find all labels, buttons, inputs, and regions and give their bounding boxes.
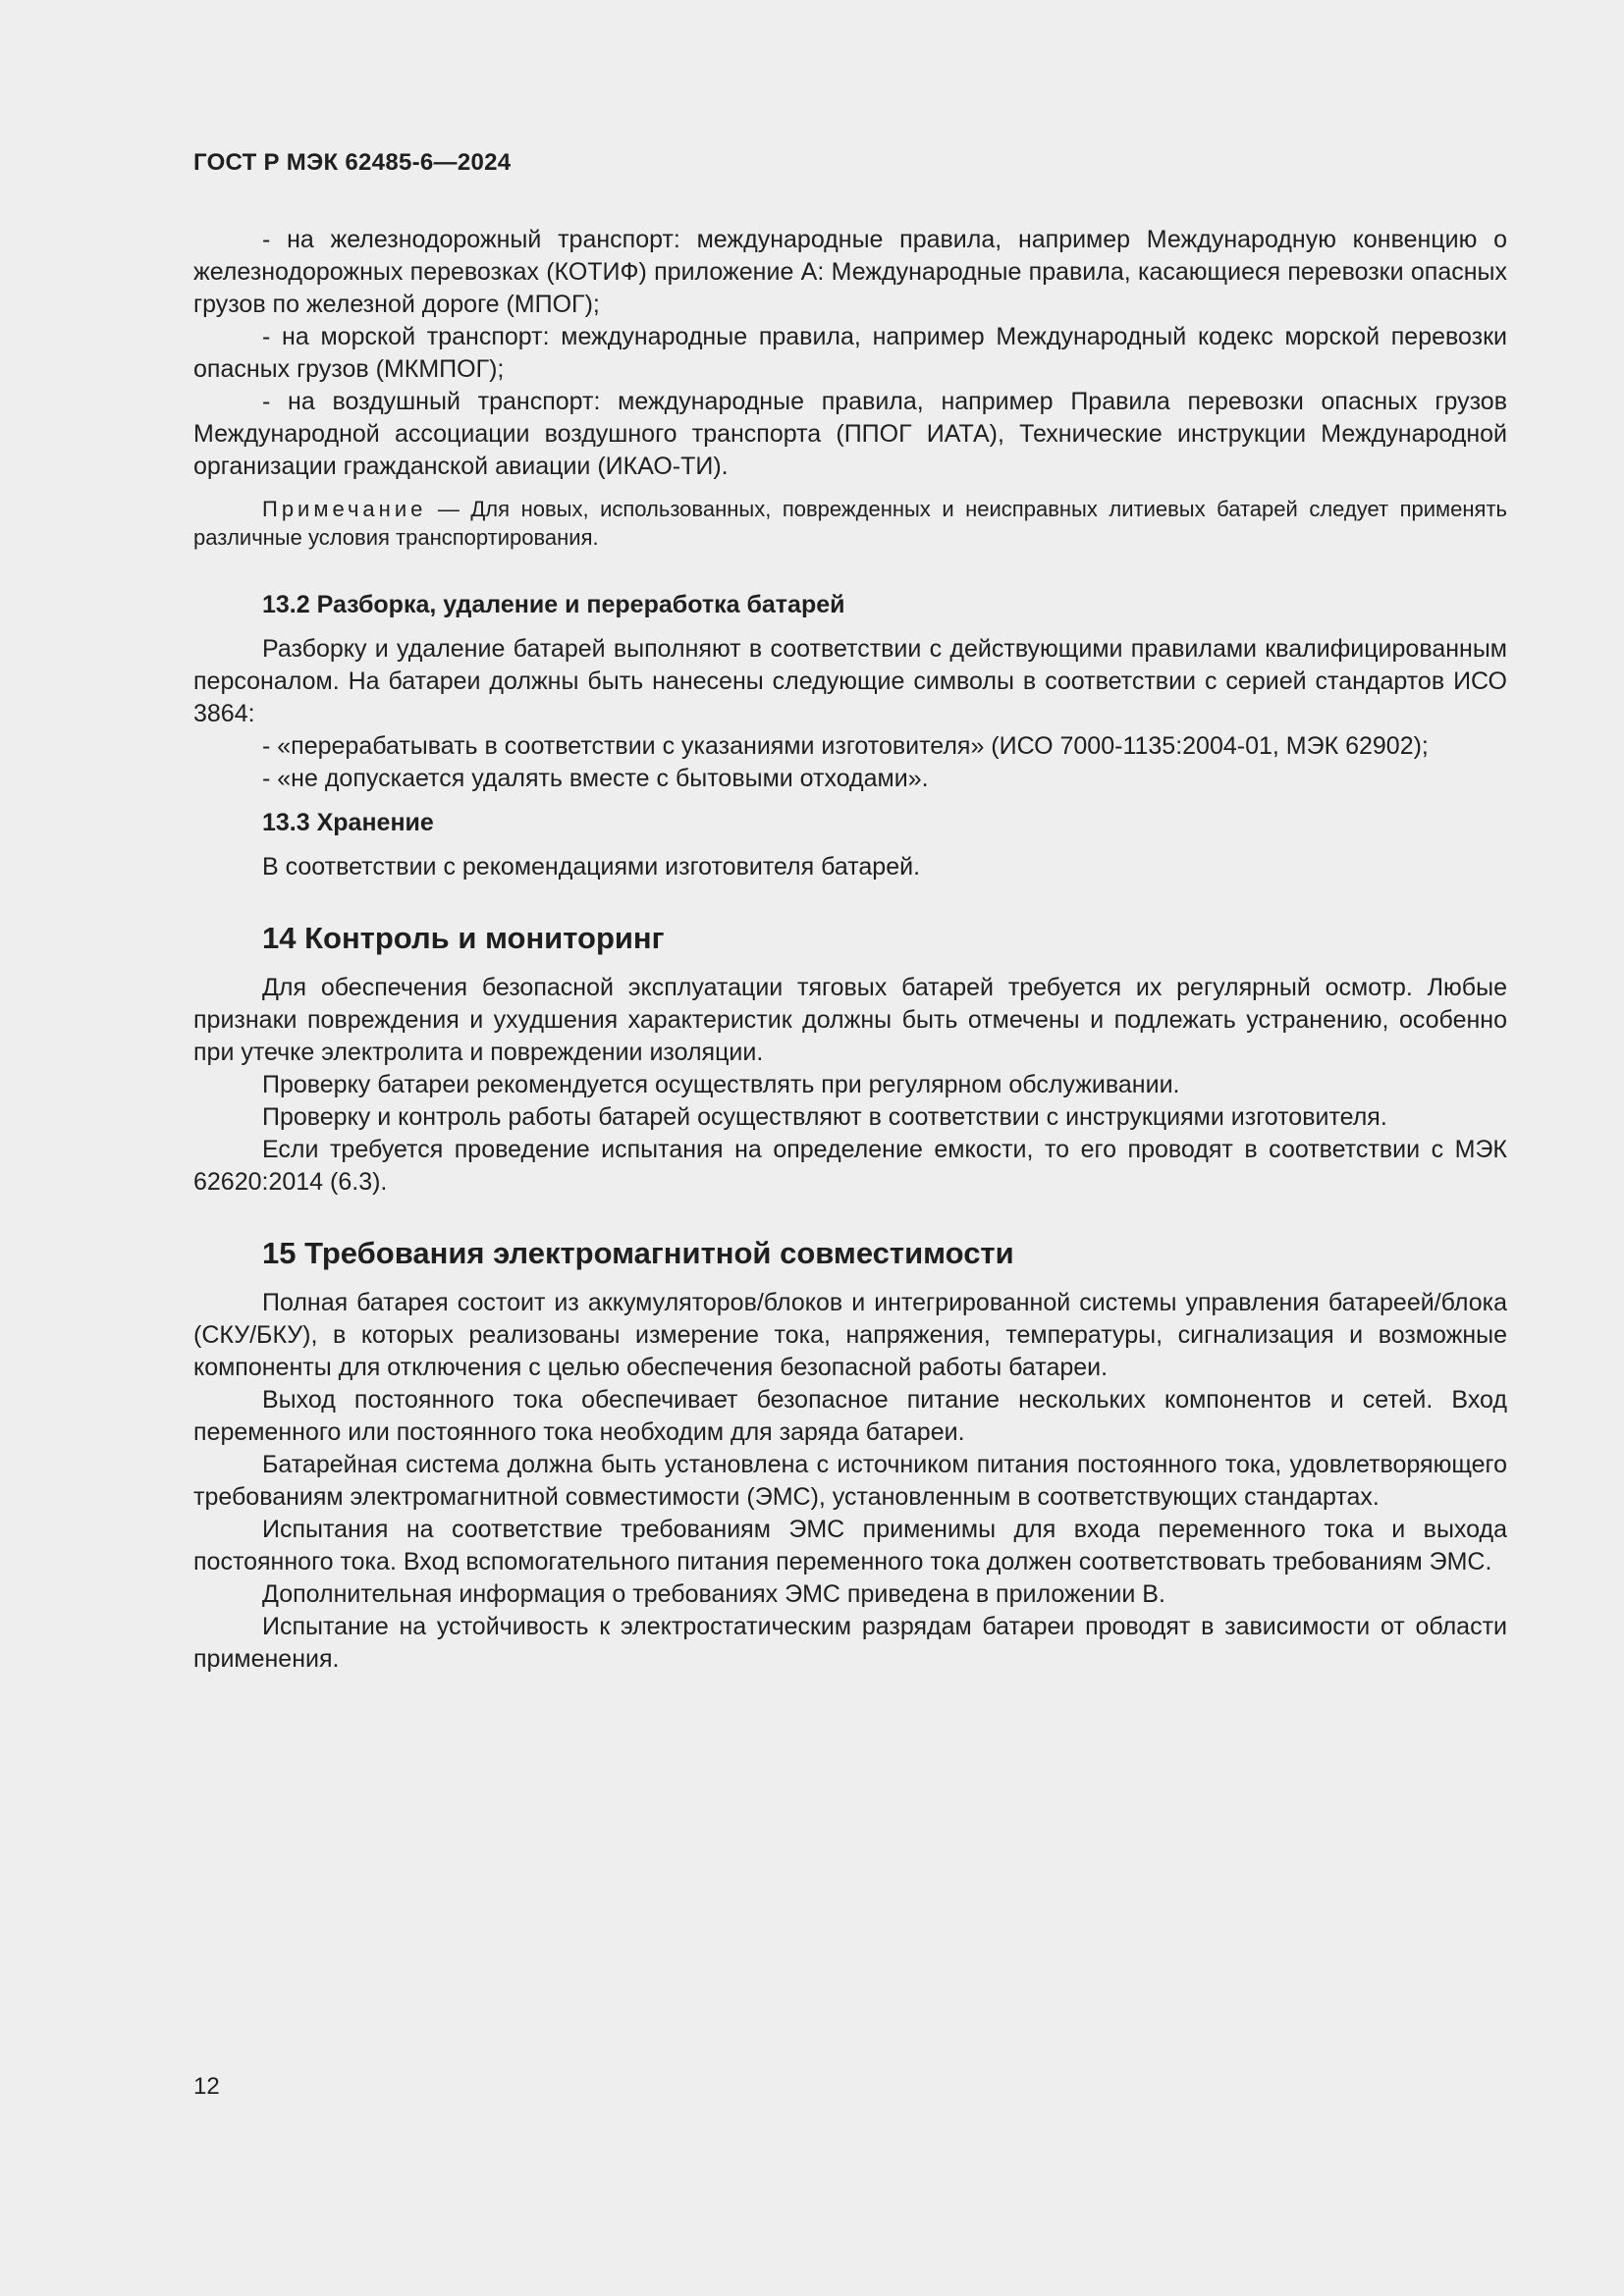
section-13-2-list-item: - «перерабатывать в соответствии с указаниями изготовителя» (ИСО 7000-1135:2004-01, МЭК 62902); bbox=[262, 732, 1429, 760]
section-15-title: 15 Требования электромагнитной совместимости bbox=[262, 1236, 1014, 1270]
section-14-title: 14 Контроль и мониторинг bbox=[262, 921, 665, 955]
section-13-3-paragraph: В соответствии с рекомендациями изготовителя батарей. bbox=[262, 853, 921, 881]
list-item-air-transport: - на воздушный транспорт: международные правила, например Правила перевозки опасных грузов Международной ассоциации воздушного транспорта (ППОГ ИАТА), Технические инструкции Международной организации гражданской авиации (ИКАО-ТИ). bbox=[193, 388, 1507, 480]
section-15-paragraph: Полная батарея состоит из аккумуляторов/блоков и интегрированной системы управления батареей/блока (СКУ/БКУ), в которых реализованы измерение тока, напряжения, температуры, сигнализация и возможные компоненты для отключения с целью обеспечения безопасной работы батареи. bbox=[193, 1289, 1507, 1381]
section-13-2-list-item: - «не допускается удалять вместе с бытовыми отходами». bbox=[262, 765, 929, 792]
section-13-2-title: 13.2 Разборка, удаление и переработка батарей bbox=[262, 591, 845, 618]
list-item-rail-transport: - на железнодорожный транспорт: международные правила, например Международную конвенцию о железнодорожных перевозках (КОТИФ) приложение А: Международные правила, касающиеся перевозки опасных грузов по железной дороге (МПОГ); bbox=[193, 226, 1507, 318]
section-15-paragraph: Испытание на устойчивость к электростатическим разрядам батареи проводят в зависимости от области применения. bbox=[193, 1613, 1507, 1673]
section-14-paragraph: Проверку батареи рекомендуется осуществлять при регулярном обслуживании. bbox=[262, 1071, 1180, 1098]
section-15-paragraph: Батарейная система должна быть установлена с источником питания постоянного тока, удовлетворяющего требованиям электромагнитной совместимости (ЭМС), установленным в соответствующих стандартах. bbox=[193, 1451, 1507, 1511]
document-header: ГОСТ Р МЭК 62485-6—2024 bbox=[193, 149, 512, 176]
section-13-3-title: 13.3 Хранение bbox=[262, 809, 434, 836]
section-15-paragraph: Выход постоянного тока обеспечивает безопасное питание нескольких компонентов и сетей. Вход переменного или постоянного тока необходим для заряда батареи. bbox=[193, 1386, 1507, 1446]
section-14-paragraph: Для обеспечения безопасной эксплуатации тяговых батарей требуется их регулярный осмотр. Любые признаки повреждения и ухудшения характеристик должны быть отмечены и подлежать устранению, особенно при утечке электролита и повреждении изоляции. bbox=[193, 974, 1507, 1066]
section-15-paragraph: Дополнительная информация о требованиях ЭМС приведена в приложении В. bbox=[262, 1580, 1165, 1608]
note-paragraph bbox=[193, 495, 1507, 552]
document-body bbox=[193, 224, 1507, 1676]
section-14-paragraph: Если требуется проведение испытания на определение емкости, то его проводят в соответствии с МЭК 62620:2014 (6.3). bbox=[193, 1136, 1507, 1196]
section-14-paragraph: Проверку и контроль работы батарей осуществляют в соответствии с инструкциями изготовителя. bbox=[262, 1103, 1387, 1131]
section-13-2-paragraph: Разборку и удаление батарей выполняют в соответствии с действующими правилами квалифицированным персоналом. На батареи должны быть нанесены следующие символы в соответствии с серией стандартов ИСО 3864: bbox=[193, 635, 1507, 727]
page-number: 12 bbox=[193, 2073, 220, 2100]
note-label: Примечание bbox=[262, 497, 427, 521]
document-page bbox=[193, 0, 1507, 2296]
note-text: — Для новых, использованных, поврежденных и неисправных литиевых батарей следует применять различные условия транспортирования. bbox=[193, 497, 1507, 550]
section-15-paragraph: Испытания на соответствие требованиям ЭМС применимы для входа переменного тока и выхода постоянного тока. Вход вспомогательного питания переменного тока должен соответствовать требованиям ЭМС. bbox=[193, 1516, 1507, 1575]
list-item-sea-transport: - на морской транспорт: международные правила, например Международный кодекс морской перевозки опасных грузов (МКМПОГ); bbox=[193, 323, 1507, 383]
